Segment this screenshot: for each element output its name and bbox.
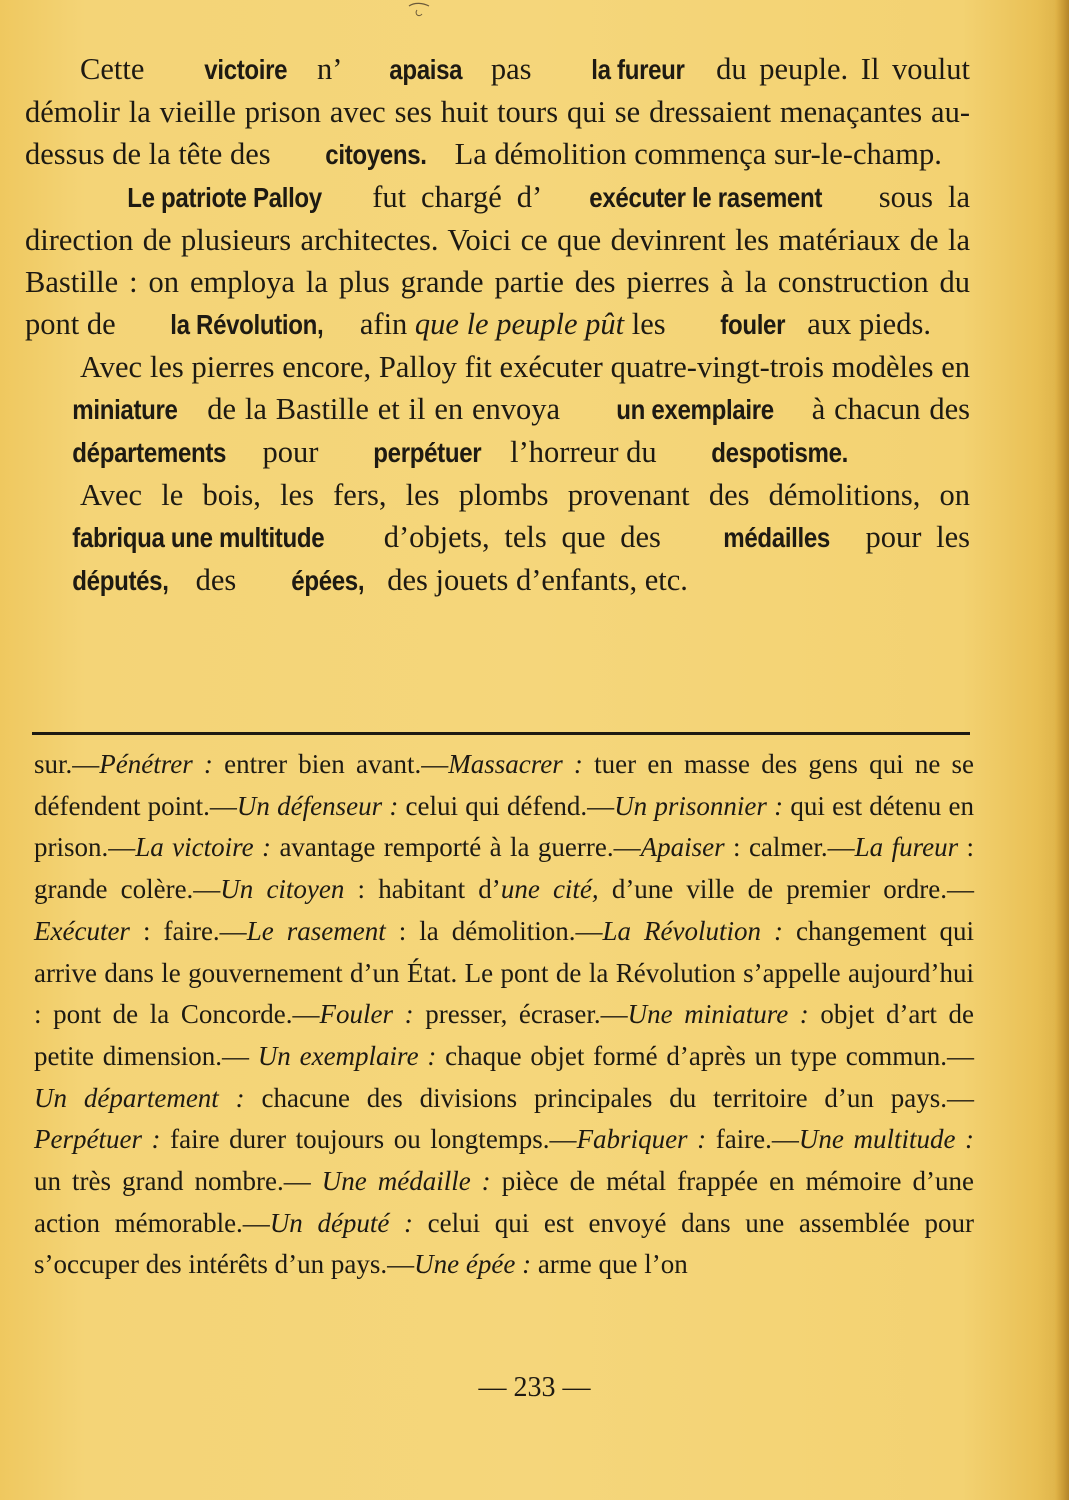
ink-mark-icon [405, 0, 433, 24]
italic-term: Un exemplaire : [257, 1040, 437, 1071]
body-paragraph [25, 176, 970, 346]
text-run: pas [478, 52, 545, 86]
text-run: objet d’art de petite dimension.— [34, 999, 974, 1071]
text-run: aux pieds. [799, 307, 931, 341]
italic-term: Un département : [34, 1082, 245, 1113]
text-run: entrer bien avant.— [212, 749, 449, 779]
text-run: sur.— [34, 749, 100, 779]
bold-term: miniature [72, 394, 178, 425]
text-run: pour les [850, 520, 970, 554]
text-run: celui qui est envoyé dans une assemblée pour s’occuper des intérêts d’un pays.— [34, 1207, 974, 1280]
text-run: tuer en masse des gens qui ne se défendent point.— [34, 749, 975, 821]
body-paragraph [25, 48, 970, 176]
bold-term: apaisa [389, 54, 463, 85]
bold-term: Le patriote Palloy [127, 182, 322, 213]
text-run: des jouets d’enfants, etc. [379, 563, 688, 597]
text-run: afin [352, 307, 415, 341]
text-run: chacune des divisions principales du territoire d’un pays.— [244, 1082, 974, 1113]
text-run: d’une ville de premier ordre.— [598, 874, 975, 905]
bold-term: épées, [291, 565, 365, 596]
italic-term: La victoire : [135, 832, 272, 863]
main-text [25, 48, 970, 602]
italic-term: Une multitude : [798, 1124, 975, 1155]
bold-term: un exemplaire [616, 394, 774, 425]
italic-term: une cité, [500, 874, 599, 905]
italic-term: Une médaille : [321, 1166, 491, 1197]
italic-term: Un prisonnier : [614, 790, 784, 821]
italic-term: La fureur [854, 832, 959, 863]
bold-term: médailles [722, 522, 830, 553]
italic-term: Fouler : [319, 999, 414, 1030]
italic-term: Un citoyen [220, 874, 345, 905]
bold-term: députés, [72, 565, 169, 596]
bold-term: perpétuer [373, 437, 482, 468]
glossary-paragraph [34, 744, 974, 1286]
glossary-notes [34, 744, 974, 1286]
italic-term: Fabriquer : [576, 1124, 707, 1155]
italic-term: Perpétuer : [34, 1124, 161, 1155]
italic-term: Une épée : [414, 1249, 532, 1280]
text-run: Avec les pierres encore, Palloy fit exécuter quatre-vingt-trois modèles en [80, 350, 970, 384]
bold-term: despotisme. [711, 437, 849, 468]
bold-term: exécuter le rasement [589, 182, 823, 213]
text-run: qui est détenu en prison.— [34, 790, 974, 863]
text-run: changement qui arrive dans le gouvernement d’un État. Le pont de la Révolution s’appelle aujourd’hui : pont de la Concorde.— [34, 915, 974, 1030]
bold-term: citoyens. [325, 139, 427, 170]
text-run: Avec le bois, les fers, les plombs provenant des démolitions, on [80, 478, 970, 512]
bold-term: la fureur [591, 54, 685, 85]
text-run: l’horreur du [502, 435, 665, 469]
italic-term: Massacrer : [448, 749, 583, 779]
text-run: Cette [80, 52, 157, 86]
text-run: La démolition commença sur-le-champ. [447, 137, 942, 171]
footnote-divider [32, 732, 970, 735]
text-run: : faire.— [129, 915, 247, 946]
text-run: fut chargé d’ [357, 180, 543, 214]
italic-term: La Révolution : [602, 915, 784, 946]
text-run: faire.— [706, 1124, 799, 1155]
italic-term: Pénétrer : [99, 749, 213, 779]
text-run: arme que l’on [531, 1249, 688, 1280]
italic-term: Un député : [269, 1207, 414, 1238]
text-run: sous la direction de plusieurs architectes. Voici ce que devinrent les matériaux de la Bastille : on employa la plus grande partie des pierres à la construction du pont de [25, 180, 970, 341]
text-run: d’objets, tels que des [368, 520, 676, 554]
text-run: les [624, 307, 674, 341]
text-run: pièce de métal frappée en mémoire d’une action mémorable.— [34, 1166, 975, 1238]
text-run: : la démolition.— [385, 915, 603, 946]
text-run: presser, écraser.— [413, 999, 628, 1030]
text-run: : calmer.— [724, 832, 855, 863]
italic-term: Apaiser [640, 832, 725, 863]
bold-term: fabriqua une multitude [72, 522, 325, 553]
text-run: à chacun des [802, 392, 970, 426]
italic-term: Un défenseur : [236, 790, 399, 821]
text-run: celui qui défend.— [398, 790, 615, 821]
text-run: n’ [304, 52, 343, 86]
bold-term: victoire [204, 54, 288, 85]
page-edge [1055, 0, 1069, 1500]
text-run: : habitant d’ [344, 874, 501, 905]
text-run: faire durer toujours ou longtemps.— [160, 1124, 577, 1155]
body-paragraph [25, 474, 970, 602]
text-run: chaque objet formé d’après un type commun.— [436, 1040, 974, 1071]
italic-term: Une miniature : [627, 999, 809, 1030]
bold-term: fouler [720, 309, 786, 340]
body-paragraph [25, 346, 970, 474]
bold-term: la Révolution, [170, 309, 324, 340]
text-run: du peuple. Il voulut démolir la vieille prison avec ses huit tours qui se dressaient menaçantes au-dessus de la tête des [25, 52, 970, 171]
italic-term: Exécuter [34, 915, 130, 946]
text-run: un très grand nombre.— [34, 1166, 322, 1197]
text-run: de la Bastille et il en envoya [198, 392, 569, 426]
text-run: des [187, 563, 244, 597]
page-number: — 233 — [478, 1372, 591, 1403]
italic-term: que le peuple pût [414, 307, 625, 341]
text-run: avantage remporté à la guerre.— [271, 832, 641, 863]
italic-term: Le rasement [246, 915, 386, 946]
text-run: : grande colère.— [34, 832, 974, 905]
bold-term: départements [72, 437, 227, 468]
text-run: pour [254, 435, 326, 469]
